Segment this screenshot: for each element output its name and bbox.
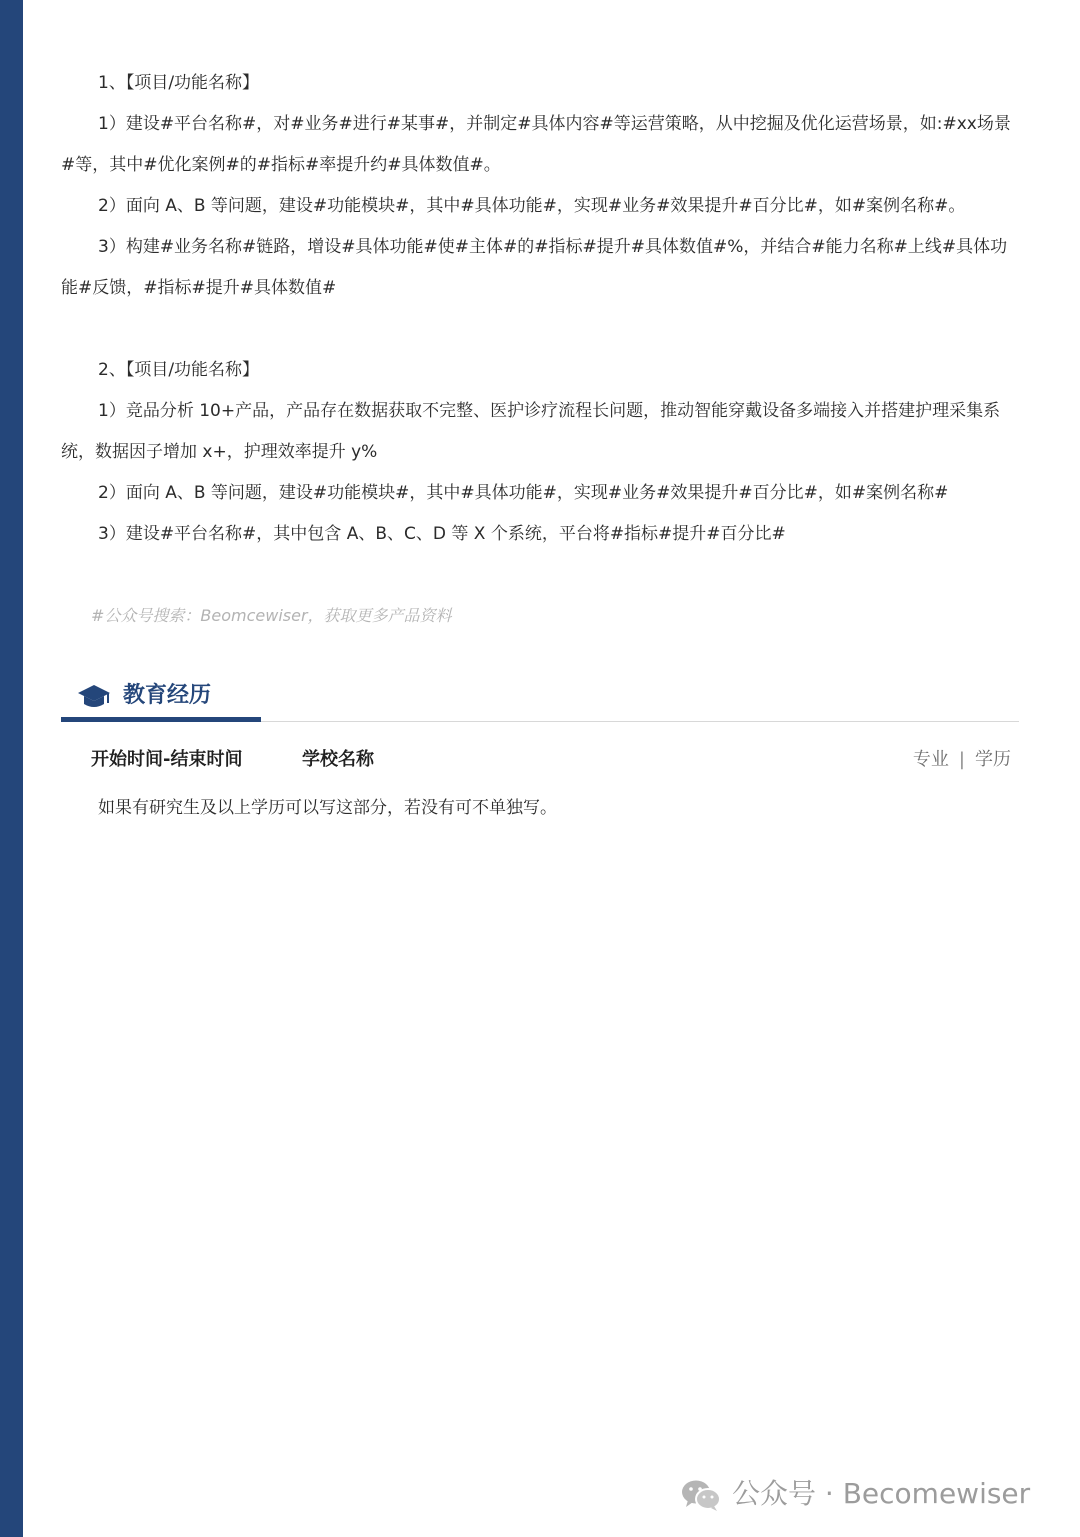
project-2-item-1: 1）竞品分析 10+产品，产品存在数据获取不完整、医护诊疗流程长问题，推动智能穿戴设备多端接入并搭建护理采集系统，数据因子增加 x+，护理效率提升 y%	[61, 401, 1001, 462]
project-1-item-2: 2）面向 A、B 等问题，建设#功能模块#，其中#具体功能#，实现#业务#效果提升#百分比#，如#案例名称#。	[98, 196, 966, 216]
graduation-cap-icon	[77, 682, 111, 712]
wechat-icon	[680, 1478, 722, 1512]
project-2-item-3: 3）建设#平台名称#，其中包含 A、B、C、D 等 X 个系统，平台将#指标#提升#百分比#	[98, 524, 786, 544]
education-degree: 学历	[975, 749, 1011, 770]
education-time: 开始时间-结束时间	[91, 749, 243, 770]
education-major: 专业	[912, 749, 949, 770]
left-accent-bar	[0, 0, 23, 1537]
project-2-title: 2、【项目/功能名称】	[98, 360, 260, 380]
education-school: 学校名称	[302, 749, 374, 770]
project-1-item-3: 3）构建#业务名称#链路，增设#具体功能#使#主体#的#指标#提升#具体数值#%，并结合#能力名称#上线#具体功能#反馈，#指标#提升#具体数值#	[61, 237, 1008, 298]
project-2-item-2: 2）面向 A、B 等问题，建设#功能模块#，其中#具体功能#，实现#业务#效果提升#百分比#，如#案例名称#	[98, 483, 949, 503]
section-divider-accent	[61, 717, 261, 722]
education-separator: |	[958, 749, 965, 770]
project-1-title: 1、【项目/功能名称】	[98, 73, 260, 93]
education-entry	[61, 746, 1019, 774]
promo-note: #公众号搜索：Beomcewiser，获取更多产品资料	[91, 606, 452, 625]
education-description: 如果有研究生及以上学历可以写这部分，若没有可不单独写。	[98, 798, 557, 818]
project-1-item-1: 1）建设#平台名称#，对#业务#进行#某事#，并制定#具体内容#等运营策略，从中挖掘及优化运营场景，如:#xx场景#等，其中#优化案例#的#指标#率提升约#具体数值#。	[61, 114, 1011, 175]
education-section-title: 教育经历	[123, 683, 212, 708]
education-section-header	[61, 676, 1019, 724]
education-major-degree	[913, 746, 1011, 774]
watermark-text: 公众号 · Becomewiser	[732, 1477, 1031, 1510]
